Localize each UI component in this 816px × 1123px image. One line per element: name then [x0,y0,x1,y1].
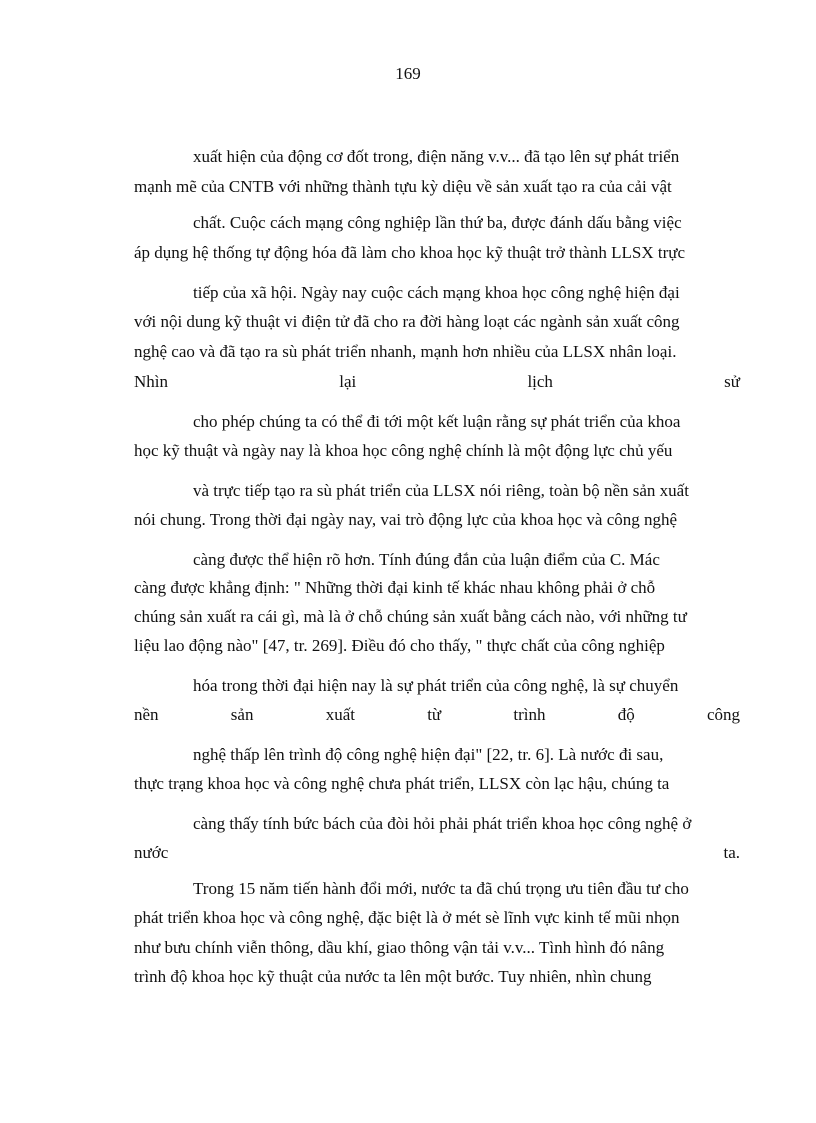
spread-line-nen [134,704,740,726]
text-line: nghệ thấp lên trình độ công nghệ hiện đại" [22, tr. 6]. Là nước đi sau, [193,745,664,764]
word: độ [617,705,635,724]
text-line: càng được thể hiện rõ hơn. Tính đúng đắn của luận điểm của C. Mác [193,550,660,569]
text-line: hóa trong thời đại hiện nay là sự phát triển của công nghệ, là sự chuyển [193,676,679,695]
text-line: trình độ khoa học kỹ thuật của nước ta lên một bước. Tuy nhiên, nhìn chung [134,967,652,986]
word: công [706,705,740,724]
text-line: liệu lao động nào" [47, tr. 269]. Điều đó cho thấy, " thực chất của công nghiệp [134,636,665,655]
text-line: như bưu chính viễn thông, dầu khí, giao thông vận tải v.v... Tình hình đó nâng [134,938,665,957]
text-line: càng được khẳng định: " Những thời đại kinh tế khác nhau không phải ở chỗ [134,578,656,597]
word: nền [134,705,159,724]
text-line: càng thấy tính bức bách của đòi hỏi phải phát triển khoa học công nghệ ở [193,814,692,833]
text-line: mạnh mẽ của CNTB với những thành tựu kỳ diệu về sản xuất tạo ra của cải vật [134,177,672,196]
word: sản [230,705,254,724]
word: sử [724,372,740,391]
word: từ [427,705,442,724]
text-line: và trực tiếp tạo ra sù phát triển của LLSX nói riêng, toàn bộ nền sản xuất [193,481,689,500]
page-number: 169 [395,64,421,83]
text-line: với nội dung kỹ thuật vi điện tử đã cho ra đời hàng loạt các ngành sản xuất công [134,312,680,331]
text-line: áp dụng hệ thống tự động hóa đã làm cho khoa học kỹ thuật trở thành LLSX trực [134,243,685,262]
text-line: thực trạng khoa học và công nghệ chưa phát triển, LLSX còn lạc hậu, chúng ta [134,774,670,793]
text-line: nghệ cao và đã tạo ra sù phát triển nhanh, mạnh hơn nhiều của LLSX nhân loại. [134,342,677,361]
text-line: cho phép chúng ta có thể đi tới một kết luận rằng sự phát triển của khoa [193,412,681,431]
text-line: phát triển khoa học và công nghệ, đặc biệt là ở mét sè lĩnh vực kinh tế mũi nhọn [134,908,680,927]
text-line: Trong 15 năm tiến hành đổi mới, nước ta đã chú trọng ưu tiên đầu tư cho [193,879,689,898]
text-line: xuất hiện của động cơ đốt trong, điện năng v.v... đã tạo lên sự phát triển [193,147,680,166]
text-line: nói chung. Trong thời đại ngày nay, vai trò động lực của khoa học và công nghệ [134,510,678,529]
text-line: chất. Cuộc cách mạng công nghiệp lần thứ ba, được đánh dấu bằng việc [193,213,682,232]
word: ta. [723,843,740,862]
spread-line-nuoc [134,842,740,864]
text-line: chúng sản xuất ra cái gì, mà là ở chỗ chúng sản xuất bằng cách nào, với những tư [134,607,687,626]
word: xuất [325,705,355,724]
word: nước [134,843,169,862]
word: lại [339,372,357,391]
word: Nhìn [134,372,168,391]
word: trình [513,705,546,724]
spread-line-nhin [134,371,740,393]
text-line: tiếp của xã hội. Ngày nay cuộc cách mạng khoa học công nghệ hiện đại [193,283,680,302]
text-line: học kỹ thuật và ngày nay là khoa học công nghệ chính là một động lực chủ yếu [134,441,673,460]
word: lịch [527,372,553,391]
